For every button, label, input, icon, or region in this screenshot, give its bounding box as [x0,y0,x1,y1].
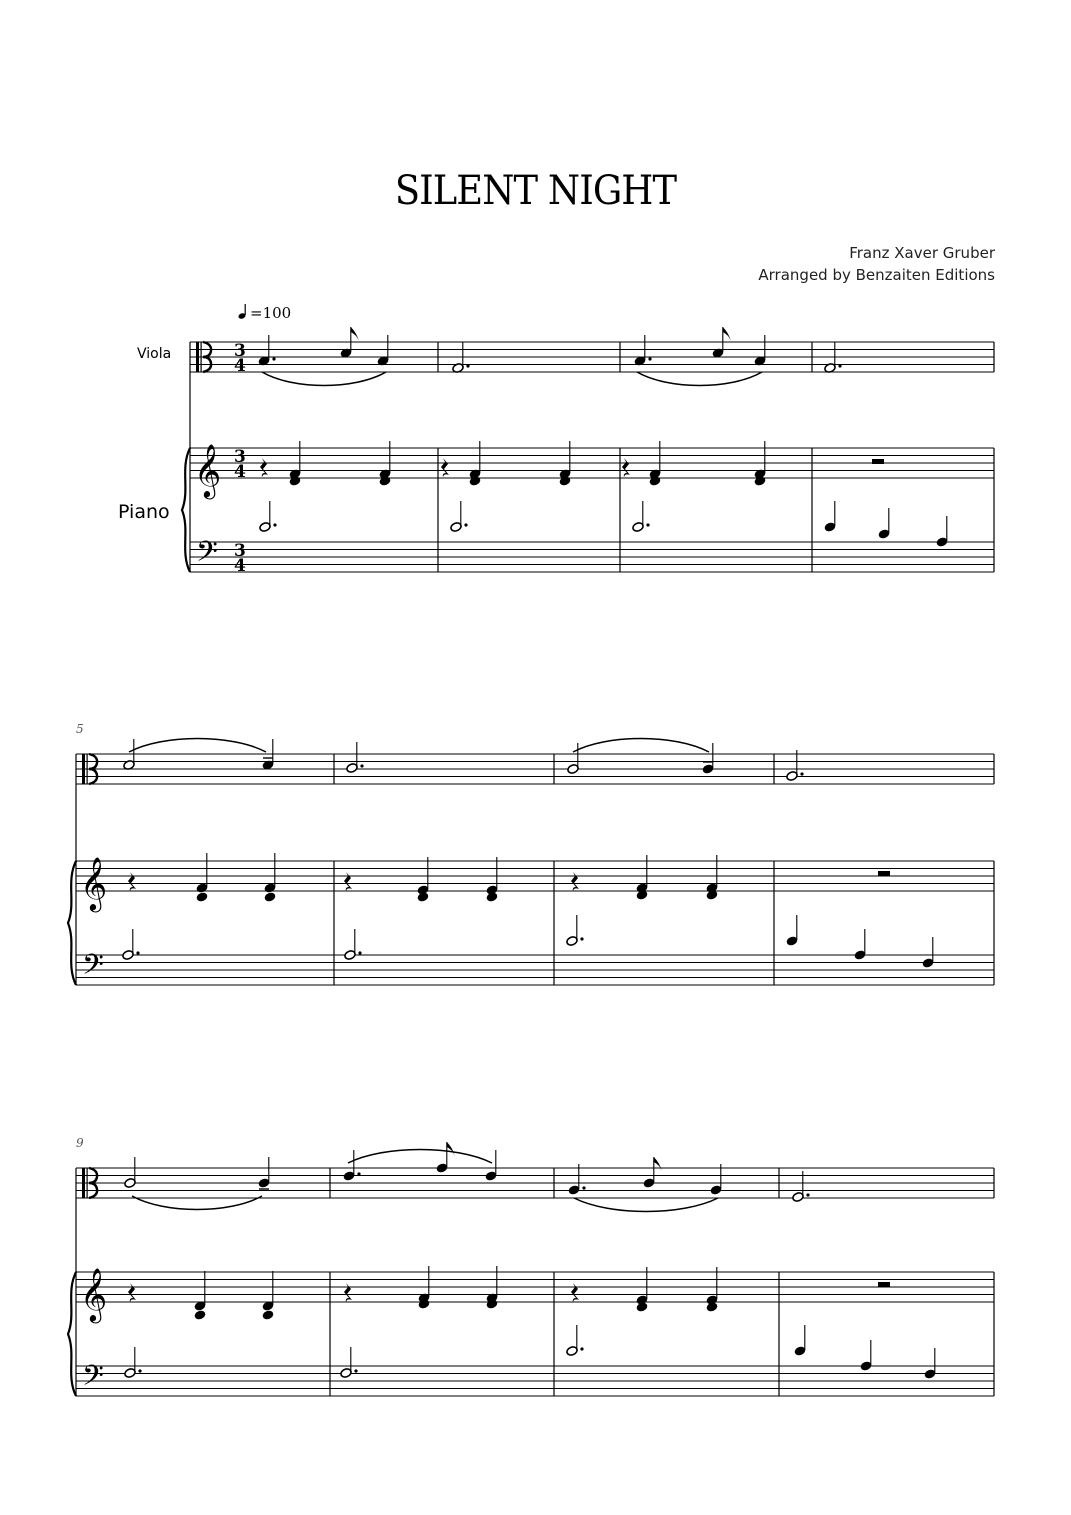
time-signature-denominator: 4 [234,462,246,482]
alto-clef [82,1168,85,1198]
bass-clef: 𝄢 [82,948,104,989]
augmentation-dot [800,772,803,775]
notehead [289,476,301,487]
alto-clef [87,754,88,784]
augmentation-dot [806,1193,809,1196]
augmentation-dot [273,523,276,526]
alto-clef [196,342,199,372]
augmentation-dot [358,951,361,954]
augmentation-dot [580,1347,583,1350]
slur [348,1150,492,1164]
augmentation-dot [648,357,651,360]
piano-brace [68,861,76,985]
treble-clef: 𝄞 [194,443,222,497]
slur [574,1198,718,1212]
notehead [706,1302,718,1313]
slur [262,372,386,386]
piano-brace [68,1272,76,1396]
augmentation-dot [138,1369,141,1372]
augmentation-dot [360,764,363,767]
flag [351,327,359,341]
augmentation-dot [464,523,467,526]
composer-credit: Franz Xaver Gruber [849,244,995,262]
augmentation-dot [136,951,139,954]
notehead [379,476,391,487]
bass-clef: 𝄢 [82,1359,104,1400]
slur [573,739,709,753]
notehead [636,1302,648,1313]
flag [723,327,731,341]
notehead [649,476,661,487]
quarter-rest [128,1283,136,1302]
alto-clef [87,1168,88,1198]
augmentation-dot [646,523,649,526]
flag [654,1157,662,1171]
notehead [262,1310,274,1321]
augmentation-dot [580,937,583,940]
slur [129,739,266,753]
time-signature-numerator: 3 [234,341,246,361]
treble-clef: 𝄞 [80,1267,108,1321]
notehead [754,476,766,487]
arranger-credit: Arranged by Benzaiten Editions [758,266,995,284]
quarter-rest [571,1283,579,1302]
time-signature-denominator: 4 [234,556,246,576]
alto-clef [201,342,202,372]
alto-clef [82,754,85,784]
measure-number: 5 [76,722,84,736]
time-signature-denominator: 4 [234,356,246,376]
notehead [559,476,571,487]
notehead [194,1310,206,1321]
bass-clef: 𝄢 [196,535,218,576]
quarter-rest [571,872,579,891]
quarter-rest [344,1283,352,1302]
measure-number: 9 [76,1136,84,1150]
quarter-rest [441,458,449,477]
tempo-value: =100 [250,304,292,322]
treble-clef: 𝄞 [80,856,108,910]
quarter-rest [128,872,136,891]
augmentation-dot [357,1172,360,1175]
notehead [264,892,276,903]
notehead [469,476,481,487]
whole-rest [872,459,884,464]
time-signature-numerator: 3 [234,447,246,467]
notehead [417,892,429,903]
augmentation-dot [582,1186,585,1189]
quarter-rest [260,458,268,477]
notehead [486,892,498,903]
quarter-rest [344,872,352,891]
flag [447,1142,455,1156]
instrument-label-viola: Viola [137,346,172,362]
whole-rest [878,871,890,876]
augmentation-dot [354,1369,357,1372]
time-signature-numerator: 3 [234,541,246,561]
quarter-rest [622,458,630,477]
slur [637,372,762,386]
score-title: SILENT NIGHT [394,168,677,214]
augmentation-dot [272,357,275,360]
whole-rest [878,1282,890,1287]
piano-brace [182,448,190,572]
augmentation-dot [838,364,841,367]
instrument-label-piano: Piano [118,501,170,523]
augmentation-dot [466,364,469,367]
notehead [196,892,208,903]
